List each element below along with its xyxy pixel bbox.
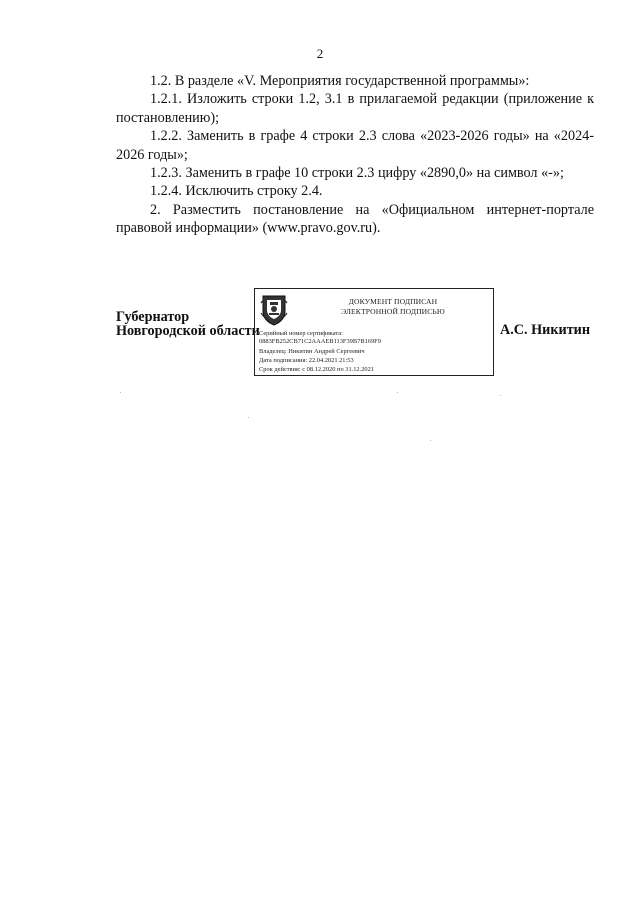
paragraph-1-2: 1.2. В разделе «V. Мероприятия государственной программы»: [150, 73, 530, 89]
signing-date: Дата подписания: 22.04.2021 21:53 [259, 357, 354, 364]
cert-owner: Владелец: Никитин Андрей Сергеевич [259, 348, 365, 355]
document-body [116, 72, 594, 238]
signatory-title-line1: Губернатор [116, 309, 190, 325]
cert-validity: Срок действия: с 08.12.2020 по 31.12.2021 [259, 366, 375, 373]
scan-speck [120, 392, 121, 393]
stamp-header-line2: ЭЛЕКТРОННОЙ ПОДПИСЬЮ [341, 307, 445, 316]
signatory-name: А.С. Никитин [500, 322, 591, 338]
cert-label: Серийный номер сертификата: [259, 330, 343, 337]
scan-speck [500, 395, 501, 396]
paragraph-1-2-2: 1.2.2. Заменить в графе 4 строки 2.3 слова «2023-2026 годы» на «2024-2026 годы»; [116, 128, 594, 163]
paragraph-1-2-1: 1.2.1. Изложить строки 1.2, 3.1 в прилагаемой редакции (приложение к постановлению); [116, 91, 594, 126]
paragraph-1-2-3: 1.2.3. Заменить в графе 10 строки 2.3 цифру «2890,0» на символ «-»; [150, 165, 564, 182]
electronic-signature-stamp [254, 288, 494, 376]
signatory-title [116, 310, 260, 338]
paragraph-2: 2. Разместить постановление на «Официальном интернет-портале правовой информации» (www.pravo.gov.ru). [116, 201, 594, 237]
scan-speck [430, 440, 431, 441]
stamp-header [295, 297, 491, 317]
signatory-title-line2: Новгородской области [116, 323, 260, 339]
paragraph-1-2-4: 1.2.4. Исключить строку 2.4. [150, 183, 323, 200]
scan-speck [248, 417, 249, 418]
stamp-header-line1: ДОКУМЕНТ ПОДПИСАН [348, 297, 438, 306]
scan-speck [397, 392, 398, 393]
page-number: 2 [316, 46, 324, 61]
coat-of-arms-icon [260, 293, 288, 327]
cert-number: 0883FB252CB71C2AAAEB113F39B7B169F9 [259, 338, 381, 345]
